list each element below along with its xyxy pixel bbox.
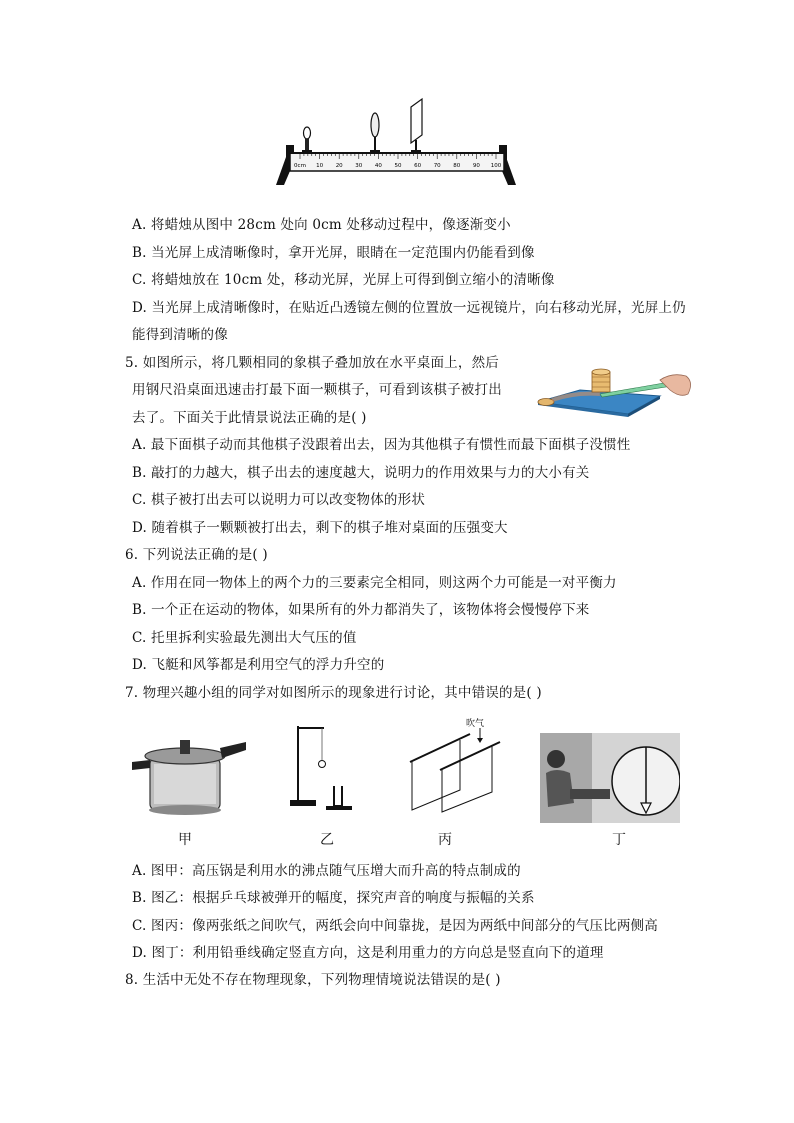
q4-option-a: A. 将蜡烛从图中 28cm 处向 0cm 处移动过程中，像逐渐变小 xyxy=(132,217,511,233)
caption-jia: 甲 xyxy=(178,832,192,848)
q7-stem: 7. 物理兴趣小组的同学对如图所示的现象进行讨论，其中错误的是( ) xyxy=(125,685,542,701)
q5-option-d: D. 随着棋子一颗颗被打出去，剩下的棋子堆对桌面的压强变大 xyxy=(132,520,508,536)
q7-option-d: D. 图丁：利用铅垂线确定竖直方向，这是利用重力的方向总是竖直向下的道理 xyxy=(132,945,604,961)
q4-option-b: B. 当光屏上成清晰像时，拿开光屏，眼睛在一定范围内仍能看到像 xyxy=(132,245,535,261)
ruler-tick-label: 40 xyxy=(374,163,382,169)
caption-yi: 乙 xyxy=(320,832,334,848)
q5-option-c: C. 棋子被打出去可以说明力可以改变物体的形状 xyxy=(132,492,426,508)
blow-label: 吹气 xyxy=(466,719,485,729)
q5-stem-line2: 用钢尺沿桌面迅速击打最下面一颗棋子，可看到该棋子被打出 xyxy=(132,382,502,398)
caption-bing: 丙 xyxy=(438,832,452,848)
q6-stem: 6. 下列说法正确的是( ) xyxy=(125,547,268,563)
candle-icon xyxy=(302,127,312,154)
q4-option-d-cont: 能得到清晰的像 xyxy=(132,327,228,343)
q5-option-a: A. 最下面棋子动而其他棋子没跟着出去，因为其他棋子有惯性而最下面棋子没惯性 xyxy=(132,437,631,453)
ruler-tick-label: 10 xyxy=(316,163,324,169)
flying-piece-icon xyxy=(538,399,554,406)
ruler-tick-label: 100 xyxy=(490,163,502,169)
q4-option-d: D. 当光屏上成清晰像时，在贴近凸透镜左侧的位置放一远视镜片，向右移动光屏，光屏上仍 xyxy=(132,300,686,316)
q5-stem-line1: 5. 如图所示，将几颗相同的象棋子叠加放在水平桌面上，然后 xyxy=(125,355,499,371)
ruler-tick-label: 0cm xyxy=(294,163,306,169)
chess-pieces-figure xyxy=(530,360,695,420)
ruler-tick-label: 30 xyxy=(355,163,363,169)
light-screen-icon xyxy=(411,99,422,154)
hand-icon xyxy=(660,375,691,396)
ruler-tick-label: 20 xyxy=(335,163,343,169)
caption-ding: 丁 xyxy=(612,832,626,848)
ruler-tick-label: 80 xyxy=(453,163,461,169)
q5-option-b: B. 敲打的力越大，棋子出去的速度越大，说明力的作用效果与力的大小有关 xyxy=(132,465,590,481)
ruler-tick-label: 70 xyxy=(433,163,441,169)
q7-option-a: A. 图甲：高压锅是利用水的沸点随气压增大而升高的特点制成的 xyxy=(132,863,521,879)
q7-option-b: B. 图乙：根据乒乓球被弹开的幅度，探究声音的响度与振幅的关系 xyxy=(132,890,535,906)
two-papers-figure xyxy=(400,710,510,820)
ruler-tick-label: 50 xyxy=(394,163,402,169)
tuning-fork-figure xyxy=(286,718,366,810)
pressure-cooker-figure xyxy=(128,728,246,820)
q5-stem-line3: 去了。下面关于此情景说法正确的是( ) xyxy=(132,410,367,426)
q6-option-b: B. 一个正在运动的物体，如果所有的外力都消失了，该物体将会慢慢停下来 xyxy=(132,602,590,618)
convex-lens-icon xyxy=(370,113,380,154)
ruler-tick-label: 90 xyxy=(472,163,480,169)
q6-option-c: C. 托里拆利实验最先测出大气压的值 xyxy=(132,630,357,646)
ruler-tick-label: 60 xyxy=(414,163,422,169)
plumb-line-figure xyxy=(540,733,680,823)
q7-option-c: C. 图丙：像两张纸之间吹气，两纸会向中间靠拢，是因为两纸中间部分的气压比两侧高 xyxy=(132,918,658,934)
q8-stem: 8. 生活中无处不存在物理现象，下列物理情境说法错误的是( ) xyxy=(125,972,501,988)
stacked-pieces-icon xyxy=(592,369,610,392)
q4-option-c: C. 将蜡烛放在 10cm 处，移动光屏，光屏上可得到倒立缩小的清晰像 xyxy=(132,272,555,288)
optical-bench-figure xyxy=(270,95,525,190)
q6-option-a: A. 作用在同一物体上的两个力的三要素完全相同，则这两个力可能是一对平衡力 xyxy=(132,575,617,591)
q6-option-d: D. 飞艇和风筝都是利用空气的浮力升空的 xyxy=(132,657,385,673)
